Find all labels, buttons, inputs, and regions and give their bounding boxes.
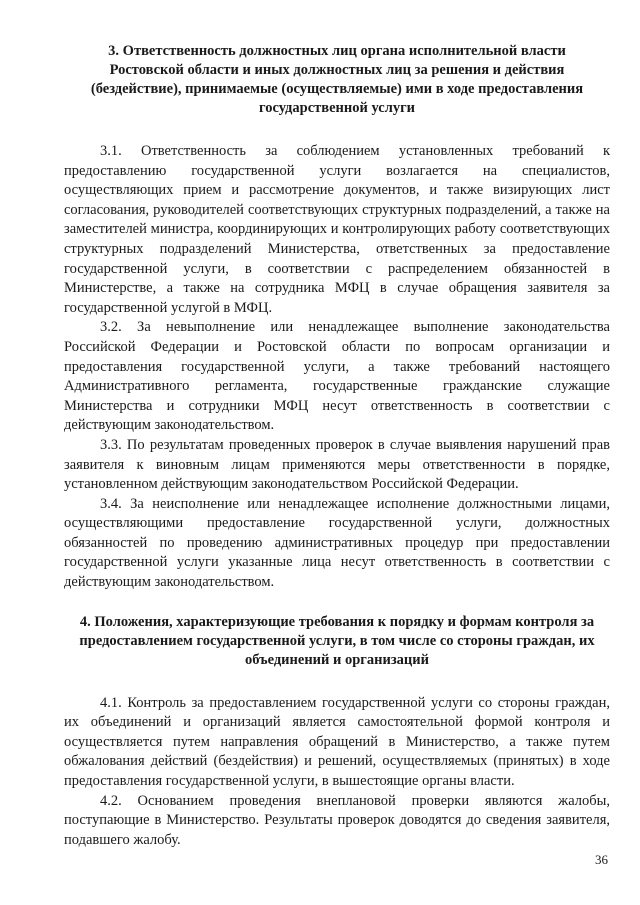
spacer [64,118,610,142]
spacer [64,670,610,694]
paragraph-3-3: 3.3. По результатам проведенных проверок в случае выявления нарушений прав заявителя к виновным лицам применяются меры ответственности в порядке, установленном действующим законодательством Российской Федерации. [64,436,610,493]
page-number: 36 [595,852,608,867]
paragraph-4-1: 4.1. Контроль за предоставлением государственной услуги со стороны граждан, их объединений и организаций является самостоятельной формой контроля и осуществляется путем направления обращений в Министерство, а также путем обжалования действий (бездействия) и решений, осуществляемых (принятых) в ходе предоставления государственной услуги, в вышестоящие органы власти. [64,694,610,790]
page-content [64,42,610,850]
section-3-heading: 3. Ответственность должностных лиц органа исполнительной власти Ростовской области и иных должностных лиц за решения и действия (бездействие), принимаемые (осуществляемые) ими в ходе предоставления государственной услуги [90,43,584,116]
section-4-heading: 4. Положения, характеризующие требования к порядку и формам контроля за предоставлением государственной услуги, в том числе со стороны граждан, их объединений и организаций [79,613,595,668]
paragraph-3-4: 3.4. За неисполнение или ненадлежащее исполнение должностными лицами, осуществляющими предоставление государственной услуги, должностных обязанностей по проведению административных процедур при предоставлении государственной услуги указанные лица несут ответственность в соответствии с действующим законодательством. [64,495,610,591]
paragraph-3-1: 3.1. Ответственность за соблюдением установленных требований к предоставлению государственной услуги возлагается на специалистов, осуществляющих прием и рассмотрение документов, и также визирующих лист согласования, руководителей соответствующих структурных подразделений, а также на заместителей министра, координирующих и контролирующих работу соответствующих структурных подразделений Министерства, ответственных за предоставление государственной услуги, в соответствии с распределением обязанностей в Министерстве, а также на сотрудника МФЦ в случае обращения заявителя за государственной услугой в МФЦ. [64,143,610,316]
paragraph-3-2: 3.2. За невыполнение или ненадлежащее выполнение законодательства Российской Федерации и Ростовской области по вопросам организации и предоставления государственной услуги, а также требований настоящего Административного регламента, государственные гражданские служащие Министерства и сотрудники МФЦ несут ответственность в соответствии с действующим законодательством. [64,319,610,434]
paragraph-4-2: 4.2. Основанием проведения внеплановой проверки являются жалобы, поступающие в Министерство. Результаты проверок доводятся до сведения заявителя, подавшего жалобу. [64,792,610,848]
